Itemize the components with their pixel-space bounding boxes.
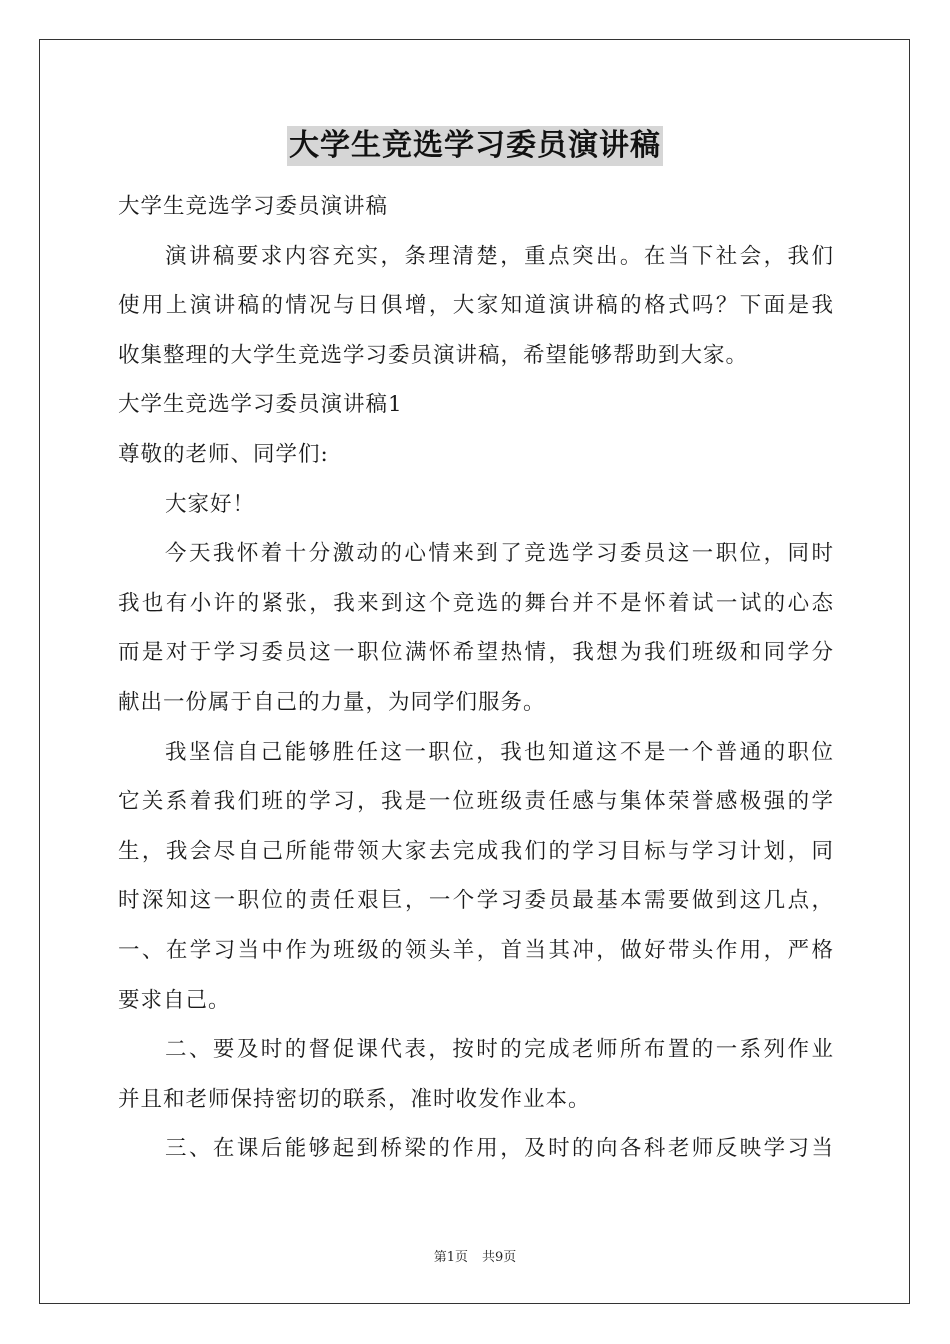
paragraph-line: 三、在课后能够起到桥梁的作用，及时的向各科老师反映学习当 — [165, 1136, 834, 1162]
paragraph-line: 时深知这一职位的责任艰巨，一个学习委员最基本需要做到这几点， — [118, 888, 834, 914]
page-number: 第1页 — [433, 1250, 468, 1265]
page-footer — [0, 1246, 950, 1265]
page-total: 共9页 — [482, 1250, 517, 1265]
document-body — [118, 182, 834, 1174]
document-title: 大学生竞选学习委员演讲稿 — [287, 126, 663, 166]
title-container — [0, 126, 950, 166]
paragraph-line: 今天我怀着十分激动的心情来到了竞选学习委员这一职位，同时 — [165, 541, 834, 567]
paragraph-line: 使用上演讲稿的情况与日俱增，大家知道演讲稿的格式吗？下面是我 — [118, 293, 834, 319]
paragraph-line: 二、要及时的督促课代表，按时的完成老师所布置的一系列作业 — [165, 1037, 834, 1063]
paragraph-line: 收集整理的大学生竞选学习委员演讲稿，希望能够帮助到大家。 — [118, 342, 749, 368]
paragraph-line: 一、在学习当中作为班级的领头羊，首当其冲，做好带头作用，严格 — [118, 937, 834, 963]
greeting-line: 大家好！ — [165, 491, 256, 517]
paragraph-line: 它关系着我们班的学习，我是一位班级责任感与集体荣誉感极强的学 — [118, 789, 834, 815]
paragraph-line: 献出一份属于自己的力量，为同学们服务。 — [118, 689, 546, 715]
paragraph-line: 生，我会尽自己所能带领大家去完成我们的学习目标与学习计划，同 — [118, 838, 834, 864]
paragraph-line: 我也有小许的紧张，我来到这个竞选的舞台并不是怀着试一试的心态 — [118, 590, 834, 616]
paragraph-line: 我坚信自己能够胜任这一职位，我也知道这不是一个普通的职位 — [165, 739, 834, 765]
subtitle-line: 大学生竞选学习委员演讲稿 — [118, 194, 389, 219]
salutation-line: 尊敬的老师、同学们: — [118, 441, 329, 467]
paragraph-line: 而是对于学习委员这一职位满怀希望热情，我想为我们班级和同学分 — [118, 640, 834, 666]
paragraph-line: 并且和老师保持密切的联系，准时收发作业本。 — [118, 1086, 591, 1112]
paragraph-line: 演讲稿要求内容充实，条理清楚，重点突出。在当下社会，我们 — [165, 243, 834, 269]
section-heading: 大学生竞选学习委员演讲稿1 — [118, 392, 403, 418]
paragraph-line: 要求自己。 — [118, 987, 231, 1013]
